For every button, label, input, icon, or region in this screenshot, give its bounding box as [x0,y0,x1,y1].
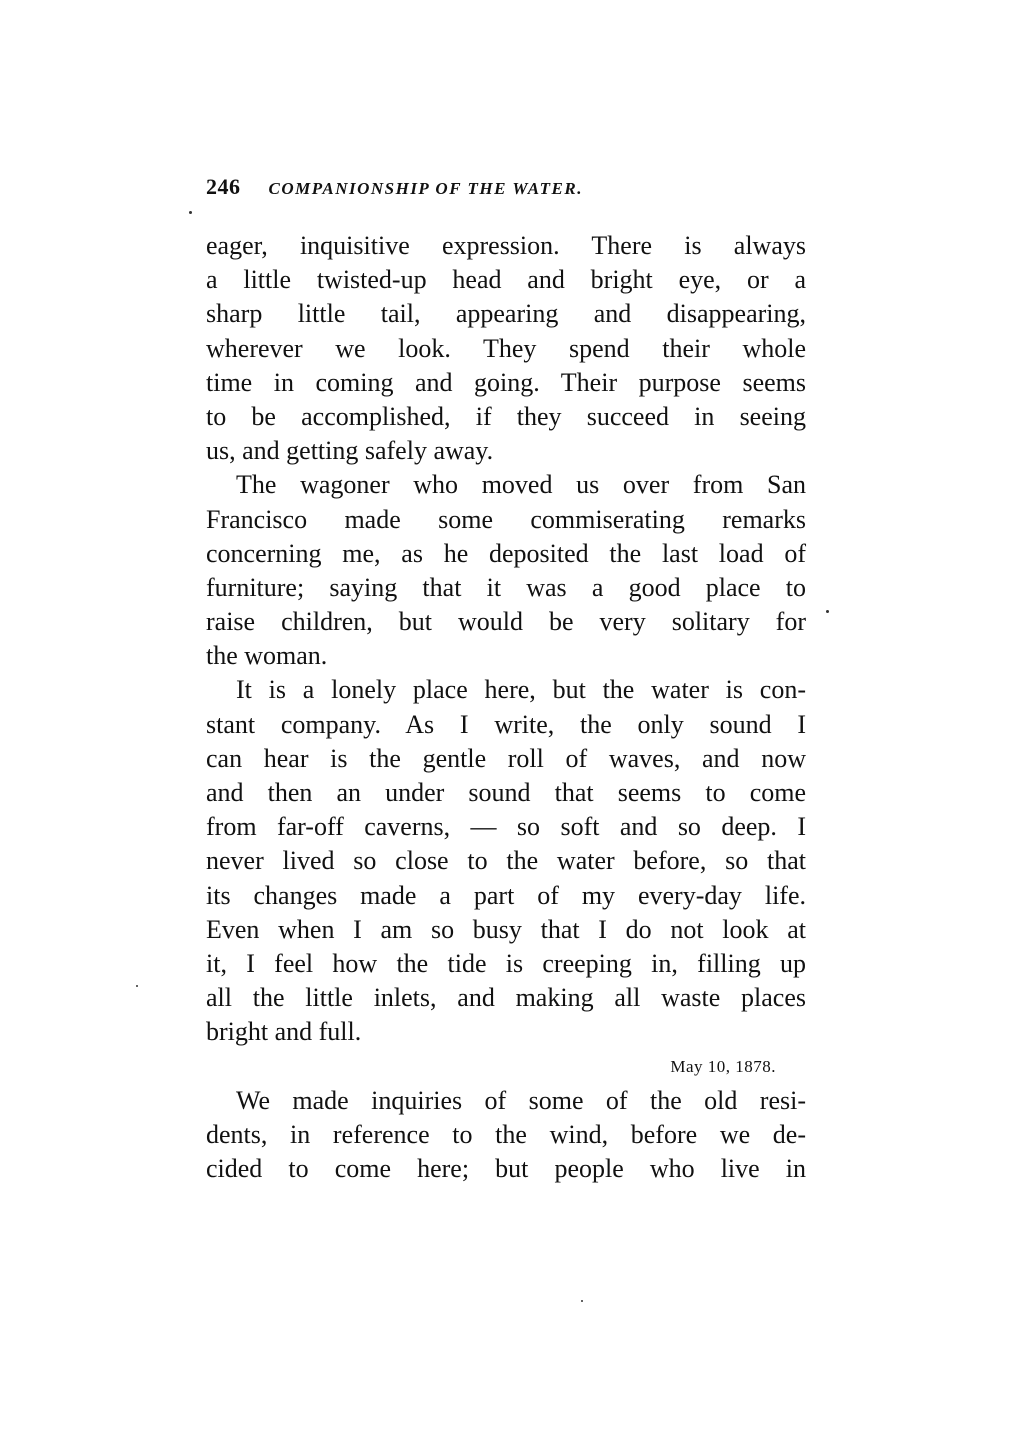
running-head [206,172,806,202]
text-line: the woman. [206,641,328,671]
text-line: It is a lonely place here, but the water is con- [236,675,806,705]
page-number: 246 [206,174,241,199]
text-line: dents, in reference to the wind, before we de- [206,1119,806,1149]
text-line: Even when I am so busy that I do not look at [206,914,806,944]
text-line: from far-off caverns, — so soft and so deep. I [206,812,806,842]
dateline: May 10, 1878. [670,1056,776,1076]
text-line: We made inquiries of some of the old resi- [236,1085,806,1115]
text-line: wherever we look. They spend their whole [206,333,806,363]
scan-speck [136,985,138,987]
text-line: to be accomplished, if they succeed in seeing [206,401,806,431]
text-line: and then an under sound that seems to come [206,778,806,807]
text-line: sharp little tail, appearing and disappearing, [206,299,806,329]
text-line: never lived so close to the water before, so that [206,846,806,876]
text-line: stant company. As I write, the only sound I [206,709,806,739]
text-line: its changes made a part of my every-day life. [206,880,806,910]
text-line: raise children, but would be very solitary for [206,607,806,637]
text-line: it, I feel how the tide is creeping in, filling up [206,948,806,978]
text-line: all the little inlets, and making all waste places [206,983,806,1013]
scan-speck [581,1300,583,1302]
text-line: time in coming and going. Their purpose seems [206,367,806,397]
text-line: can hear is the gentle roll of waves, and now [206,743,806,773]
text-line: The wagoner who moved us over from San [236,470,806,500]
scan-speck [189,211,192,214]
text-line: furniture; saying that it was a good place to [206,572,806,602]
text-line: eager, inquisitive expression. There is always [206,231,806,260]
text-line: Francisco made some commiserating remarks [206,504,806,534]
scan-speck [826,610,829,613]
text-line: a little twisted-up head and bright eye, or a [206,265,806,295]
text-line: concerning me, as he deposited the last load of [206,538,806,568]
body-text [206,229,806,1186]
text-line: bright and full. [206,1017,362,1047]
running-title: COMPANIONSHIP OF THE WATER. [268,179,583,198]
text-line: us, and getting safely away. [206,436,494,466]
text-line: cided to come here; but people who live in [206,1154,806,1184]
